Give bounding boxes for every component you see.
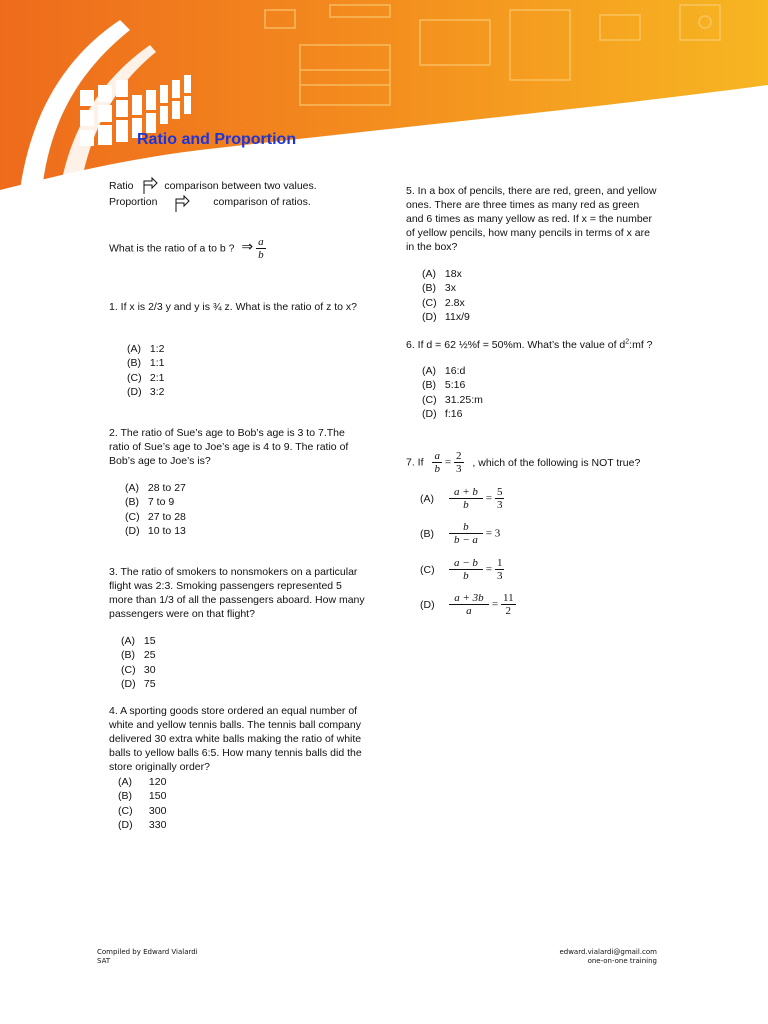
choice-c[interactable]: (C) 31.25:m — [422, 393, 483, 406]
choice-d[interactable]: (D) 330 — [118, 818, 167, 831]
ratio-definition-text: comparison between two values. — [164, 179, 317, 192]
question-1-text: 1. If x is 2/3 y and y is ¾ z. What is the ratio of z to x? — [109, 301, 358, 313]
choice-c[interactable]: (C) 2:1 — [127, 371, 165, 384]
choice-a[interactable]: (A) 120 — [118, 776, 167, 788]
question-4-text: 4. A sporting goods store ordered an equal number of white and yellow tennis balls. The tennis ball company delivered 30 extra white balls making the ratio of white balls to yellow balls 6:5. How many tennis balls did the store originally order? — [109, 705, 362, 773]
page-title: Ratio and Proportion — [137, 131, 297, 148]
proportion-definition — [109, 191, 311, 213]
choice-b[interactable]: (B) 150 — [118, 790, 167, 803]
question-2-text: 2. The ratio of Sue’s age to Bob’s age is 3 to 7.The ratio of Sue’s age to Joe’s age is 4 to 9. The ratio of Bob’s age to Joe’s is? — [109, 427, 349, 467]
choice-a[interactable]: (A) 1:2 — [127, 343, 165, 355]
choice-c[interactable]: (C) 300 — [118, 804, 167, 817]
footer-author: Compiled by Edward Vialardi — [97, 948, 198, 956]
choice-b[interactable]: (B) $\frac{b}{b - a}$ = 3 — [420, 521, 501, 546]
question-5-choices — [422, 267, 470, 324]
question-3-choices — [121, 634, 156, 691]
question-5-text: 5. In a box of pencils, there are red, green, and yellow ones. There are three times as many red as green and 6 times as many yellow as red. If x = the number of yellow pencils, how many pencils in terms of x are in the box? — [406, 185, 657, 253]
choice-c[interactable]: (C) $\frac{a - b}{b}$ = $\frac{1}{3}$ — [420, 557, 503, 582]
choice-a[interactable]: (A) $\frac{a + b}{b}$ = $\frac{5}{3}$ — [420, 486, 503, 511]
footer-email: edward.vialardi@gmail.com — [559, 948, 657, 956]
choice-b[interactable]: (B) 25 — [121, 649, 156, 662]
footer-tagline: one-on-one training — [587, 957, 657, 965]
fraction-a-over-b: $\frac{a}{b}$ — [258, 236, 264, 261]
choice-d[interactable]: (D) 10 to 13 — [125, 524, 186, 537]
choice-c[interactable]: (C) 30 — [121, 663, 156, 676]
condition-left-fraction: $\frac{a}{b}$ — [434, 450, 440, 475]
choice-a[interactable]: (A) 18x — [422, 268, 462, 280]
choice-d[interactable]: (D) 75 — [121, 677, 156, 690]
choice-d[interactable]: (D) $\frac{a + 3b}{a}$ = $\frac{11}{2}$ — [420, 592, 514, 617]
footer-right — [559, 948, 657, 966]
ratio-term: Ratio — [109, 179, 134, 192]
choice-b[interactable]: (B) 5:16 — [422, 379, 466, 392]
implies-symbol: ⇒ — [241, 240, 254, 256]
condition-right-fraction: $\frac{2}{3}$ — [456, 450, 462, 475]
choice-b[interactable]: (B) 1:1 — [127, 357, 165, 370]
choice-a[interactable]: (A) 15 — [121, 635, 156, 647]
footer-subject: SAT — [97, 957, 111, 965]
header-banner — [0, 0, 768, 200]
question-7-text: 7. If $\frac{a}{b}$ = $\frac{2}{3}$ , which of the following is NOT true? — [406, 450, 641, 475]
choice-c[interactable]: (C) 27 to 28 — [125, 510, 186, 523]
proportion-term: Proportion — [109, 195, 158, 208]
choice-d[interactable]: (D) 11x/9 — [422, 310, 470, 323]
proportion-definition-text: comparison of ratios. — [213, 195, 311, 208]
choice-a[interactable]: (A) 16:d — [422, 365, 466, 377]
choice-b[interactable]: (B) 7 to 9 — [125, 496, 175, 509]
arrow-icon — [174, 191, 190, 213]
intro-question-text: What is the ratio of a to b ? — [109, 242, 235, 255]
choice-b[interactable]: (B) 3x — [422, 282, 457, 295]
question-3-text: 3. The ratio of smokers to nonsmokers on a particular flight was 2:3. Smoking passengers represented 5 more than 1/3 of all the passengers aboard. How many passengers were on that flight? — [109, 566, 365, 620]
intro-question — [109, 236, 266, 261]
question-6-text: 6. If d = 62 ½%f = 50%m. What’s the value of $d^2:mf$ ? — [406, 338, 653, 351]
question-2-choices — [125, 481, 186, 538]
footer-left — [97, 948, 198, 966]
question-4-choices — [118, 775, 166, 832]
choice-a[interactable]: (A) 28 to 27 — [125, 482, 186, 494]
question-6-choices — [422, 364, 483, 421]
choice-c[interactable]: (C) 2.8x — [422, 296, 465, 309]
choice-d[interactable]: (D) 3:2 — [127, 385, 165, 398]
question-1-choices — [127, 342, 165, 399]
choice-d[interactable]: (D) f:16 — [422, 407, 463, 420]
